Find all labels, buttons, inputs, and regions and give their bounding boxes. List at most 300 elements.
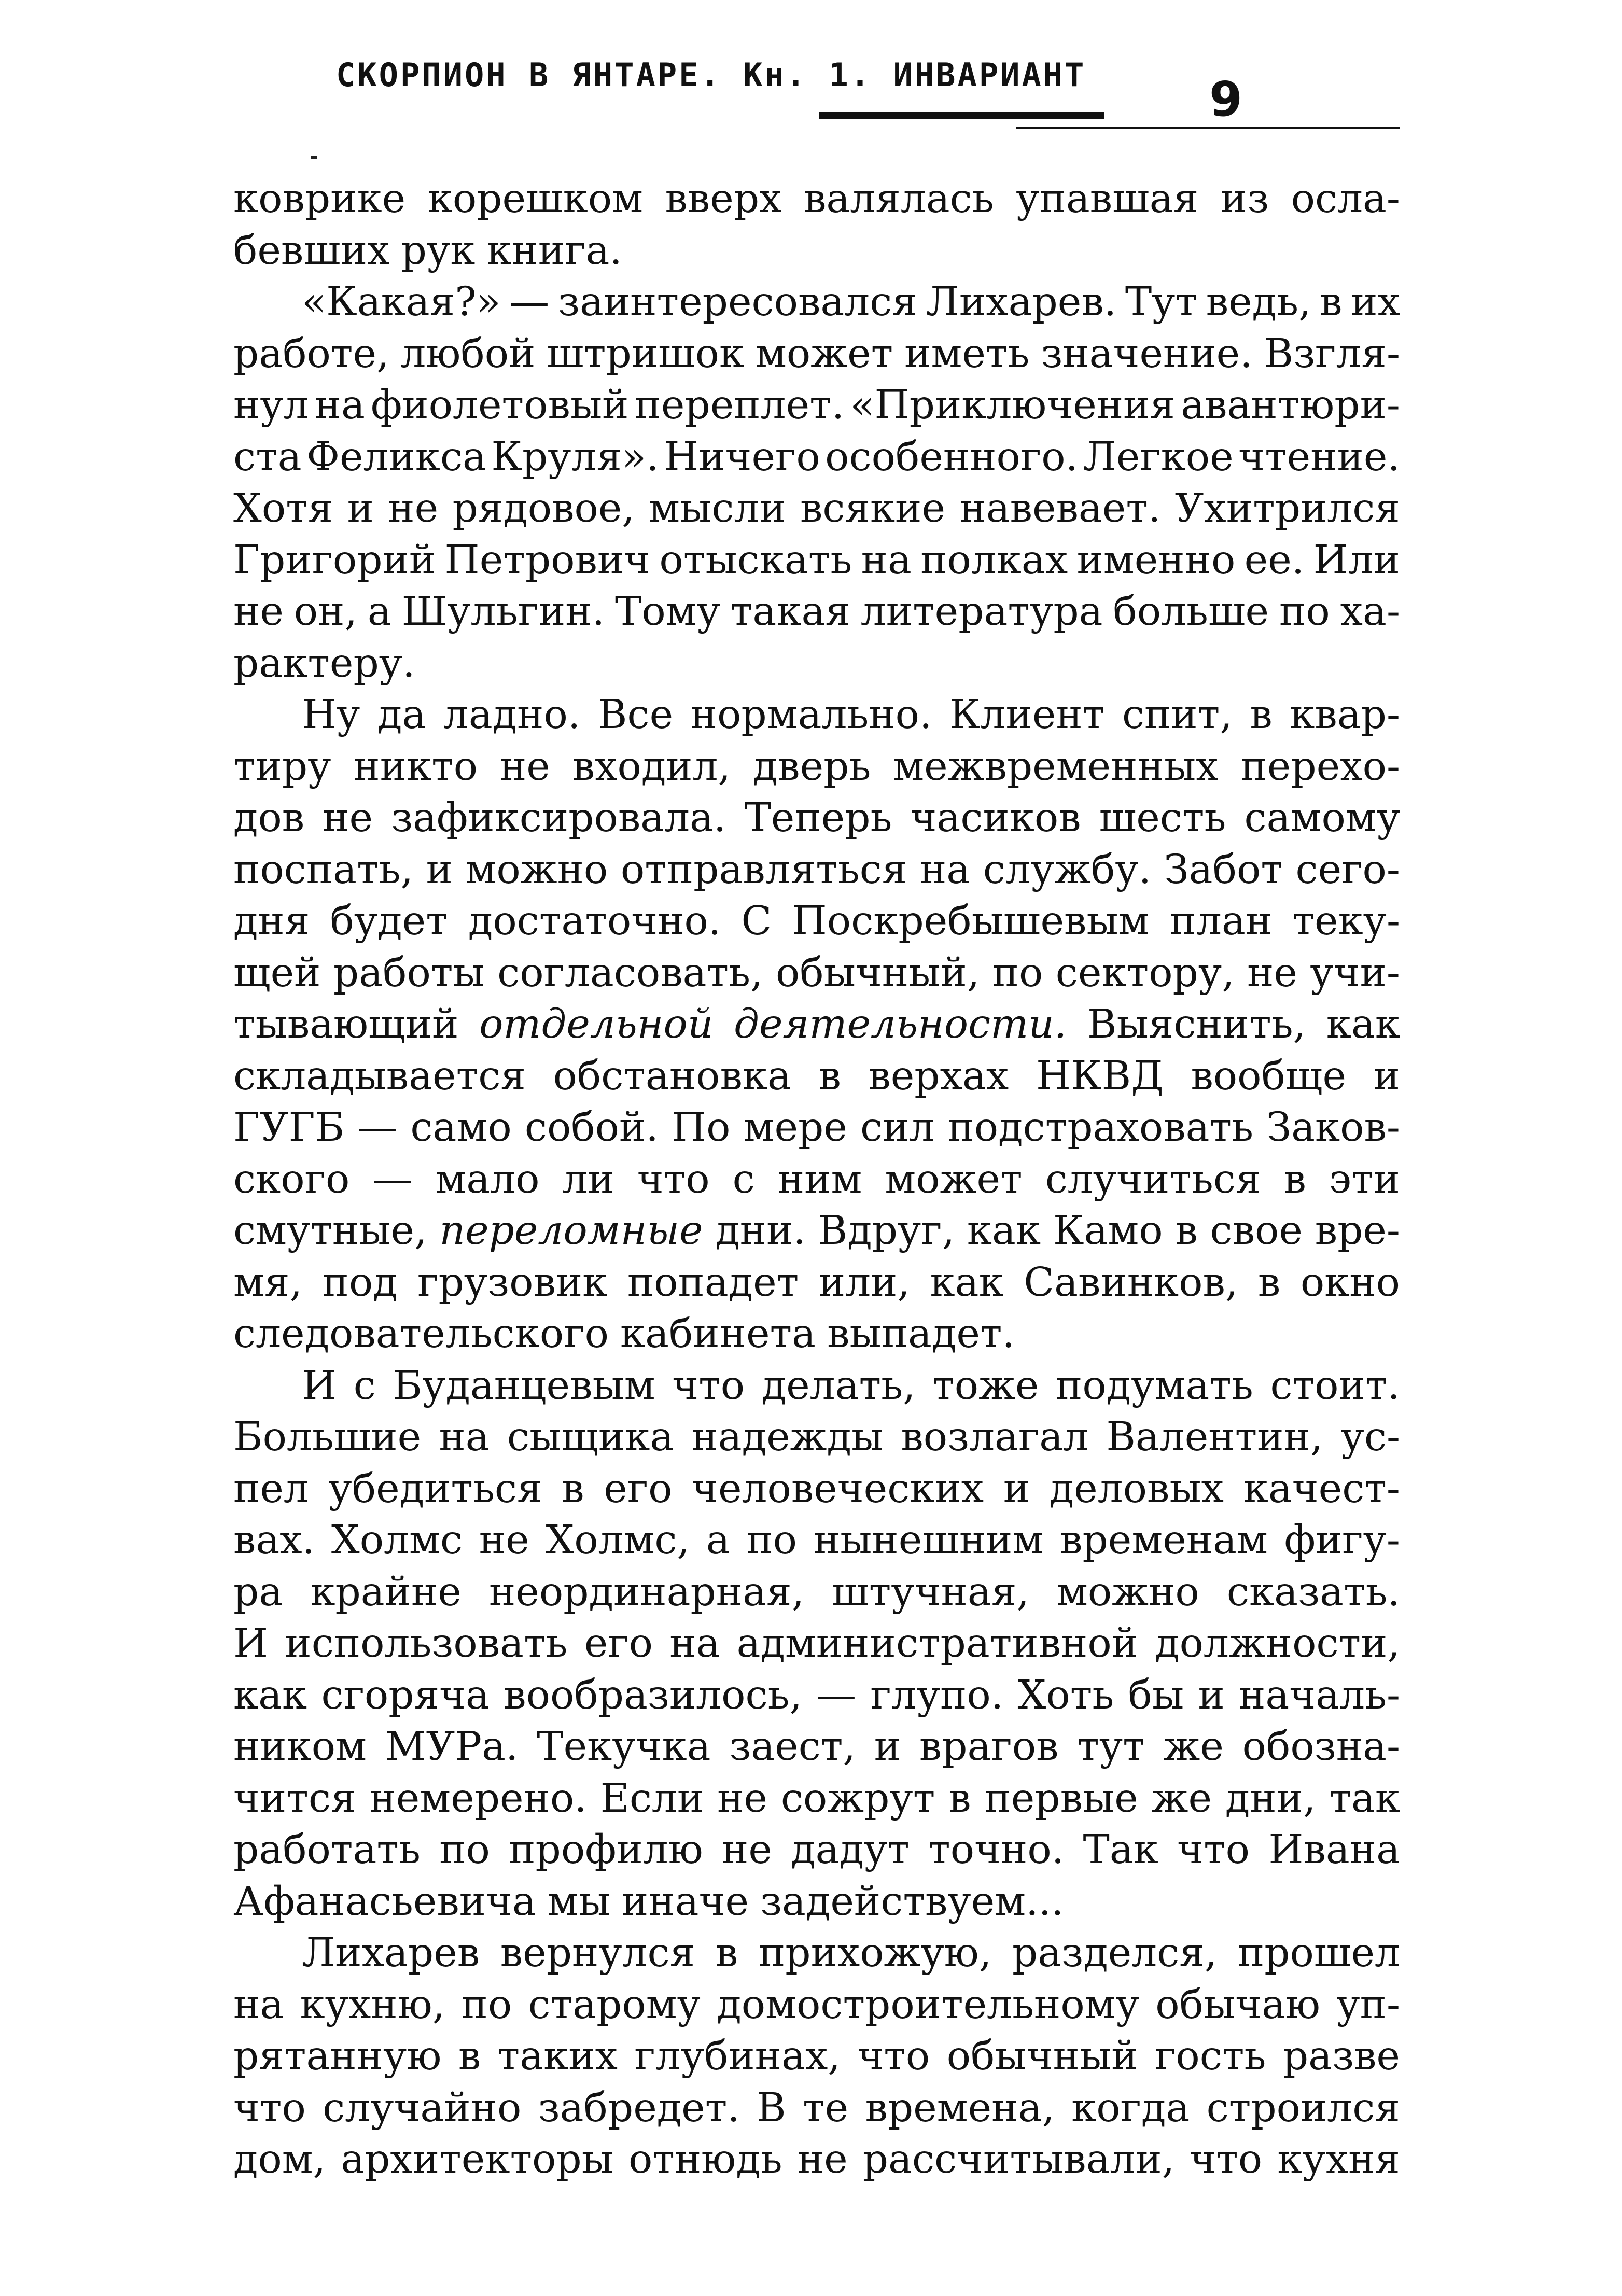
word: же [1151,1775,1212,1822]
word: случайно [323,2084,522,2131]
word: верхах [868,1053,1009,1099]
word: рук [401,227,476,274]
word: ли [562,1156,614,1202]
word: нул [233,382,309,428]
word: в [1175,1208,1198,1254]
word: качест- [1243,1465,1400,1512]
word: уп- [1336,1981,1400,2028]
word: отнюдь [628,2136,782,2182]
word: литература [860,589,1103,635]
word: кабинета [620,1311,816,1357]
word: глубинах, [634,2033,841,2079]
word: — [509,279,550,325]
word: само [410,1104,512,1151]
word: книга. [486,227,622,274]
word: те [803,2084,849,2131]
word: — [372,1156,413,1202]
word: Ничего [664,433,820,480]
word: в [818,1053,841,1099]
text-line [233,328,1400,380]
word: дом, [233,2136,326,2182]
word: «Какая?» [302,279,501,325]
word: МУРа. [385,1724,519,1770]
word: мало [435,1156,540,1202]
word: В [757,2084,786,2131]
word: не [717,1775,767,1822]
word: немерено. [369,1775,587,1822]
word: И [302,1362,337,1409]
text-line [233,2082,1400,2134]
word: Выяснить, [1087,1001,1306,1047]
word: обычный, [775,949,980,996]
word: Все [597,692,674,738]
word: врагов [919,1724,1059,1770]
word: Вдруг, [818,1208,955,1254]
word: и [1003,1465,1030,1512]
word: сектору, [1055,949,1235,996]
word: должности, [1155,1620,1400,1667]
text-line [233,1154,1400,1206]
text-line [233,225,1400,277]
text-line [233,1618,1400,1670]
text-line [233,483,1400,535]
word: как [1326,1001,1400,1047]
word: согласовать, [497,949,763,996]
word: авантюри- [1181,382,1400,428]
word: можно [465,846,608,893]
text-line [233,895,1400,947]
word: квар- [1290,692,1400,738]
word: может [756,330,893,377]
word: вах. [233,1517,315,1563]
word: Легкое [1083,433,1234,480]
header-rule-long [1016,127,1400,129]
word: стоит. [1270,1362,1400,1409]
word: рассчитывали, [862,2136,1175,2182]
word: деловых [1049,1465,1224,1512]
word: переплет. [634,382,845,428]
word: а [706,1517,730,1563]
word: зафиксировала. [391,795,726,841]
word: По [671,1104,731,1151]
word: в [1320,279,1343,325]
word: его [604,1465,673,1512]
word: рятанную [233,2033,442,2079]
word: иметь [904,330,1030,377]
word: надежды [691,1414,884,1460]
word: нормально. [690,692,932,738]
word: в [1257,1259,1281,1306]
word: Тут [1125,279,1198,325]
word: — [357,1104,398,1151]
word: чится [233,1775,356,1822]
text-line [233,1824,1400,1876]
word: ус- [1340,1414,1400,1460]
word: Заков- [1266,1104,1400,1151]
word: сего- [1295,846,1400,893]
word: началь- [1239,1672,1400,1718]
word: Круля». [491,433,659,480]
word: первые [984,1775,1138,1822]
word: Ну [302,692,360,738]
word: что [233,2084,306,2131]
text-line [233,638,1400,690]
word: Так [1083,1827,1158,1873]
word: обстановка [553,1053,791,1099]
word: точно. [928,1827,1065,1873]
word: человеческих [692,1465,984,1512]
word: кухня [1277,2136,1400,2182]
word: или, [818,1259,910,1306]
word: Шульгин. [401,589,605,635]
word: Поскребышевым [792,898,1150,944]
text-line [233,380,1400,431]
word: Тому [615,589,720,635]
word: может [885,1156,1023,1202]
word: задействуем... [760,1878,1064,1925]
word: вернулся [500,1930,695,1976]
word: в [458,2033,481,2079]
word: дни. [715,1208,806,1254]
word: вообще [1191,1053,1347,1099]
word: по [1279,589,1330,635]
word: самому [1244,795,1400,841]
word: на [439,1414,490,1460]
word: Текучка [537,1724,711,1770]
word: фиолетовый [371,382,629,428]
italic-word: переломные [439,1208,703,1254]
text-line [233,792,1400,844]
text-line [233,999,1400,1051]
word: в [1250,692,1273,738]
word: строился [1206,2084,1400,2131]
word: попадет [627,1259,799,1306]
word: штришок [547,330,745,377]
word: Афанасьевича [233,1878,536,1925]
word: отправляться [620,846,907,893]
word: эти [1329,1156,1400,1202]
word: как [233,1672,307,1718]
word: Ухитрился [1174,485,1400,531]
word: упавшая [1016,176,1199,222]
word: смутные, [233,1208,427,1254]
word: такая [730,589,850,635]
word: кухню, [300,1981,445,2028]
word: «Приключения [850,382,1176,428]
word: обычный [946,2033,1138,2079]
word: корешком [427,176,643,222]
word: спит, [1122,692,1233,738]
word: делать, [761,1362,916,1409]
word: С [741,898,772,944]
word: дни, [1225,1775,1316,1822]
word: на [314,382,365,428]
word: отыскать [659,537,852,583]
word: тиру [233,743,331,790]
word: что [1177,1827,1250,1873]
word: можно [1057,1569,1199,1615]
word: не [479,1517,529,1563]
word: входил, [572,743,731,790]
word: осла- [1291,176,1400,222]
word: по [992,949,1043,996]
word: работе, [233,330,389,377]
word: Петрович [444,537,651,583]
word: грузовик [417,1259,608,1306]
word: на [669,1620,720,1667]
word: достаточно. [468,898,721,944]
word: ним [777,1156,862,1202]
word: Савинков, [1024,1259,1238,1306]
word: валялась [804,176,994,222]
word: дверь [752,743,871,790]
word: его [584,1620,653,1667]
word: не [1247,949,1297,996]
word: тывающий [233,1001,459,1047]
word: складывается [233,1053,526,1099]
word: любой [400,330,536,377]
word: на [919,846,971,893]
word: как [930,1259,1004,1306]
word: сыщика [507,1414,674,1460]
word: разве [1282,2033,1400,2079]
word: использовать [285,1620,568,1667]
word: что [672,1362,745,1409]
word: по [461,1981,512,2028]
word: архитекторы [341,2136,613,2182]
word: работать [233,1827,421,1873]
text-line [233,689,1400,741]
word: с [732,1156,755,1202]
word: глупо. [870,1672,1004,1718]
word: заинтересовался [557,279,917,325]
running-head: СКОРПИОН В ЯНТАРЕ. Кн. 1. ИНВАРИАНТ [336,56,1086,94]
word: ником [233,1724,367,1770]
text-line [233,1463,1400,1515]
text-line [233,1670,1400,1721]
word: подстраховать [947,1104,1254,1151]
word: вообразилось, [504,1672,802,1718]
text-line [233,1979,1400,2031]
text-line [233,1205,1400,1257]
word: в [1283,1156,1306,1202]
word: значение. [1041,330,1253,377]
word: тоже [932,1362,1039,1409]
word: разделся, [1012,1930,1218,1976]
word: мы [547,1878,611,1925]
word: дня [233,898,310,944]
text-line [233,1515,1400,1566]
word: Холмс [331,1517,463,1563]
word: ведь, [1206,279,1311,325]
text-line [233,431,1400,483]
word: вре- [1315,1208,1400,1254]
word: пел [233,1465,309,1512]
word: шесть [1099,795,1226,841]
text-line [233,1308,1400,1360]
text-line [233,2031,1400,2082]
word: под [322,1259,398,1306]
word: с [353,1362,376,1409]
body-text [233,173,1400,2186]
word: дов [233,795,305,841]
text-line [233,1721,1400,1773]
word: на [233,1981,284,2028]
word: на [861,537,912,583]
word: не [233,589,284,635]
word: Холмс, [546,1517,690,1563]
word: случиться [1045,1156,1261,1202]
word: так [1329,1775,1400,1822]
word: когда [1071,2084,1190,2131]
word: мя, [233,1259,302,1306]
word: коврике [233,176,406,222]
word: домостроительному [717,1981,1139,2028]
word: в [715,1930,738,1976]
word: будет [330,898,448,944]
word: собой. [524,1104,659,1151]
word: всякие [800,485,946,531]
page-number: 9 [1209,72,1243,127]
word: и [874,1724,901,1770]
word: забредет. [538,2084,740,2131]
word: чтение. [1238,433,1400,480]
word: вверх [665,176,782,222]
word: ладно. [443,692,581,738]
text-line [233,173,1400,225]
word: по [439,1827,490,1873]
word: план [1169,898,1273,944]
word: Камо [1053,1208,1163,1254]
word: не [388,485,439,531]
text-line [233,276,1400,328]
word: таких [497,2033,618,2079]
word: Взгля- [1264,330,1400,377]
word: часиков [910,795,1081,841]
word: обозна- [1242,1724,1400,1770]
word: учи- [1310,949,1400,996]
word: Большие [233,1414,422,1460]
word: мере [743,1104,847,1151]
word: и [347,485,374,531]
word: Григорий [233,537,436,583]
word: сожрут [780,1775,935,1822]
word: он, [293,589,357,635]
word: Если [600,1775,704,1822]
word: в [562,1465,584,1512]
word: заест, [729,1724,856,1770]
italic-word: деятельности. [734,1001,1067,1047]
text-line [233,535,1400,586]
word: Лихарев [302,1930,480,1976]
word: и [1198,1672,1225,1718]
word: прихожую, [758,1930,992,1976]
word: Клиент [949,692,1105,738]
word: фигу- [1284,1517,1400,1563]
word: бевших [233,227,390,274]
word: их [1351,279,1400,325]
word: ха- [1340,589,1400,635]
word: гость [1155,2033,1266,2079]
word: дадут [791,1827,910,1873]
text-line [233,1411,1400,1463]
word: неординарная, [489,1569,805,1615]
word: административной [736,1620,1139,1667]
word: никто [353,743,478,790]
word: поспать, [233,846,414,893]
text-line [233,1102,1400,1154]
word: да [377,692,426,738]
word: щей [233,949,321,996]
word: Ивана [1268,1827,1400,1873]
text-line [233,1927,1400,1979]
word: из [1220,176,1269,222]
word: полках [920,537,1068,583]
word: НКВД [1036,1053,1164,1099]
word: рядовое, [452,485,635,531]
word: Лихарев. [926,279,1117,325]
word: же [1163,1724,1224,1770]
text-line [233,1051,1400,1102]
text-line [233,1773,1400,1825]
word: подумать [1056,1362,1253,1409]
word: не [323,795,373,841]
text-line [233,1566,1400,1618]
word: свое [1210,1208,1303,1254]
word: ского [233,1156,350,1202]
word: навевает. [959,485,1161,531]
word: что [1190,2136,1263,2182]
word: иначе [622,1878,749,1925]
word: больше [1113,589,1269,635]
word: возлагал [901,1414,1089,1460]
word: штучная, [832,1569,1029,1615]
word: Забот [1164,846,1283,893]
word: не [499,743,550,790]
word: не [797,2136,848,2182]
word: в [948,1775,971,1822]
word: по [746,1517,798,1563]
word: как [967,1208,1041,1254]
text-line [233,1876,1400,1928]
word: ГУГБ [233,1104,345,1151]
word: межвременных [893,743,1219,790]
word: а [367,589,391,635]
text-line [233,2134,1400,2186]
text-line [233,1257,1400,1309]
word: сказать. [1226,1569,1400,1615]
word: — [816,1672,857,1718]
word: ра [233,1569,283,1615]
text-line [233,741,1400,793]
italic-word: отдельной [479,1001,714,1047]
word: работы [333,949,485,996]
word: И [233,1620,269,1667]
word: особенного. [825,433,1079,480]
word: именно [1076,537,1236,583]
word: сил [860,1104,935,1151]
word: ее. [1244,537,1305,583]
word: следовательского [233,1311,609,1357]
word: и [426,846,453,893]
word: выпадет. [827,1311,1015,1357]
word: Хоть [1017,1672,1114,1718]
word: рактеру. [233,640,415,687]
word: ста [233,433,302,480]
word: Теперь [744,795,892,841]
word: что [637,1156,710,1202]
word: прошел [1237,1930,1400,1976]
